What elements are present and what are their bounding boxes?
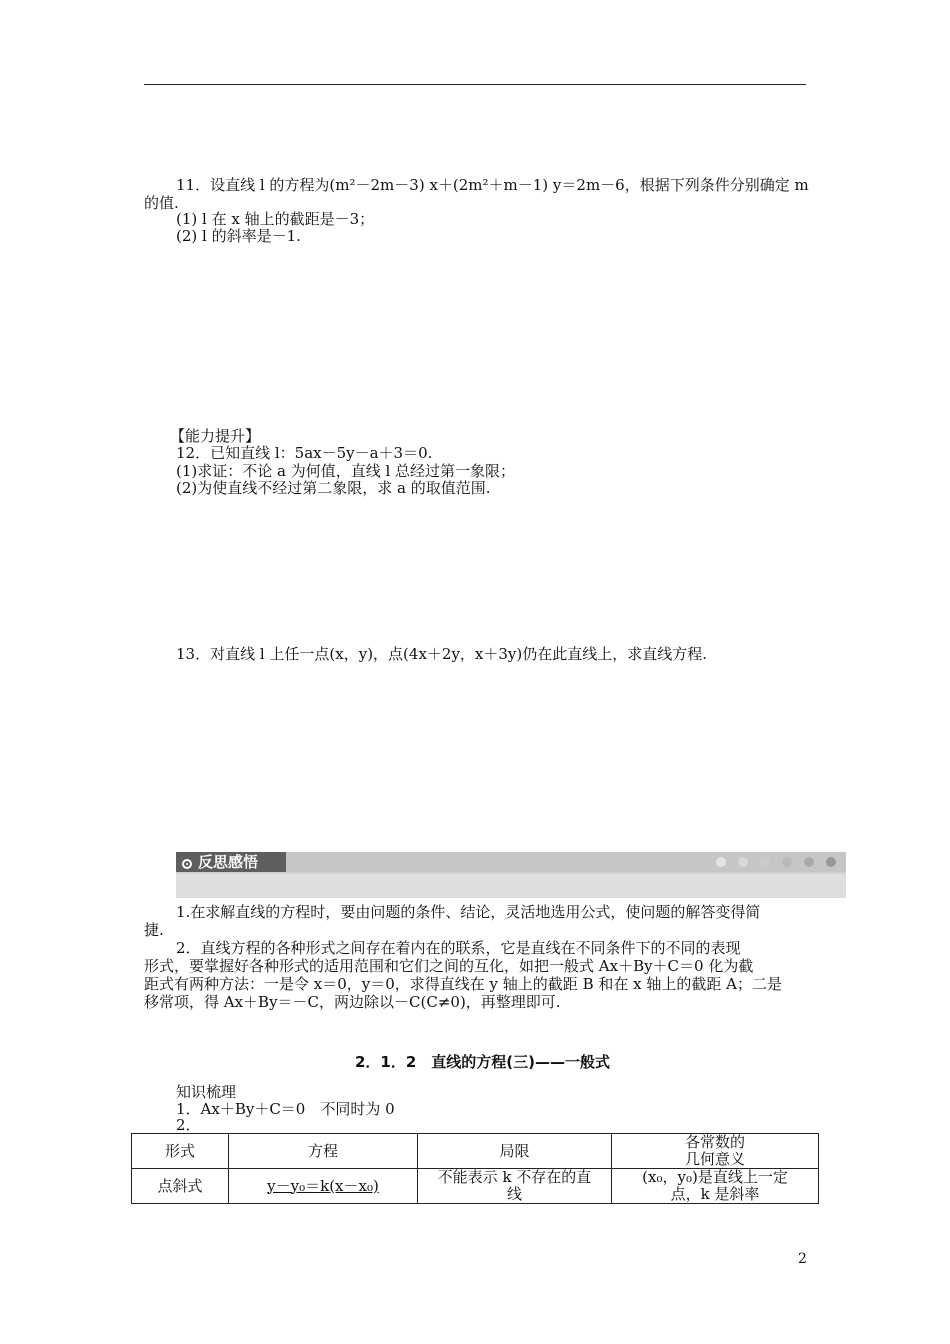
q11-part2: (2) l 的斜率是－1. (176, 227, 301, 245)
banner-title: 反思感悟 (198, 853, 259, 871)
header-rule (144, 84, 806, 85)
answer-item-2: 2． (176, 1116, 201, 1134)
banner-tab (176, 852, 286, 872)
banner-dot (760, 857, 770, 867)
banner-dot (738, 857, 748, 867)
table-cell-limit (418, 1169, 612, 1204)
banner-lower-band (176, 874, 846, 898)
answer-item-1: 1．Ax＋By＋C＝0 不同时为 0 (176, 1100, 395, 1118)
q11-line1: 11．设直线 l 的方程为(m²－2m－3) x＋(2m²＋m－1) y＝2m－6，根据下列条件分别确定 m (176, 176, 809, 194)
page-number: 2 (798, 1251, 807, 1267)
cell-line: 线 (506, 1185, 522, 1203)
table-header-cell: 方程 (229, 1134, 418, 1169)
reflection-p1-line2: 捷. (144, 921, 164, 939)
header-line: 几何意义 (684, 1150, 745, 1168)
reflection-p2-line4: 移常项，得 Ax＋By＝－C，两边除以－C(C≠0)，再整理即可. (144, 993, 561, 1011)
reflection-p2-line2: 形式，要掌握好各种形式的适用范围和它们之间的互化，如把一般式 Ax＋By＋C＝0 化为截 (144, 957, 754, 975)
cell-line: 点，k 是斜率 (670, 1185, 760, 1203)
banner-dot (826, 857, 836, 867)
q12-part2: (2)为使直线不经过第二象限，求 a 的取值范围. (176, 479, 491, 497)
line-forms-table (131, 1133, 819, 1204)
table-header-cell: 形式 (132, 1134, 229, 1169)
table-header-cell: 局限 (418, 1134, 612, 1169)
banner-dot (804, 857, 814, 867)
table-header-row (132, 1134, 819, 1169)
q11-line2: 的值. (144, 194, 179, 212)
answers-heading: 2．1．2 直线的方程(三)——一般式 (355, 1053, 611, 1071)
reflection-p2-line1: 2．直线方程的各种形式之间存在着内在的联系，它是直线在不同条件下的不同的表现 (176, 939, 741, 957)
cell-line: (x₀，y₀)是直线上一定 (642, 1168, 788, 1186)
reflection-p2-line3: 距式有两种方法：一是令 x＝0，y＝0，求得直线在 y 轴上的截距 B 和在 x 轴上的截距 A；二是 (144, 975, 782, 993)
table-cell-form: 点斜式 (132, 1169, 229, 1204)
radio-icon (182, 859, 192, 869)
header-line: 各常数的 (684, 1133, 745, 1151)
table-header-cell (612, 1134, 819, 1169)
equation-text: y－y₀＝k(x－x₀) (267, 1176, 379, 1195)
reflection-p1-line1: 1.在求解直线的方程时，要由问题的条件、结论，灵活地选用公式，使问题的解答变得简 (176, 903, 761, 921)
table-cell-equation (229, 1169, 418, 1204)
banner-stripe (286, 852, 846, 872)
q12-part1: (1)求证：不论 a 为何值，直线 l 总经过第一象限； (176, 462, 516, 480)
knowledge-points-label: 知识梳理 (176, 1083, 237, 1101)
section-label: 【能力提升】 (170, 427, 261, 445)
table-cell-meaning (612, 1169, 819, 1204)
table-row (132, 1169, 819, 1204)
q13-line1: 13．对直线 l 上任一点(x，y)，点(4x＋2y，x＋3y)仍在此直线上，求直线方程. (176, 645, 708, 663)
banner-dot (782, 857, 792, 867)
q11-part1: (1) l 在 x 轴上的截距是－3； (176, 210, 375, 228)
cell-line: 不能表示 k 不存在的直 (437, 1168, 592, 1186)
q12-line1: 12．已知直线 l：5ax－5y－a＋3＝0. (176, 444, 433, 462)
banner-dot (716, 857, 726, 867)
reflection-banner (176, 852, 846, 898)
